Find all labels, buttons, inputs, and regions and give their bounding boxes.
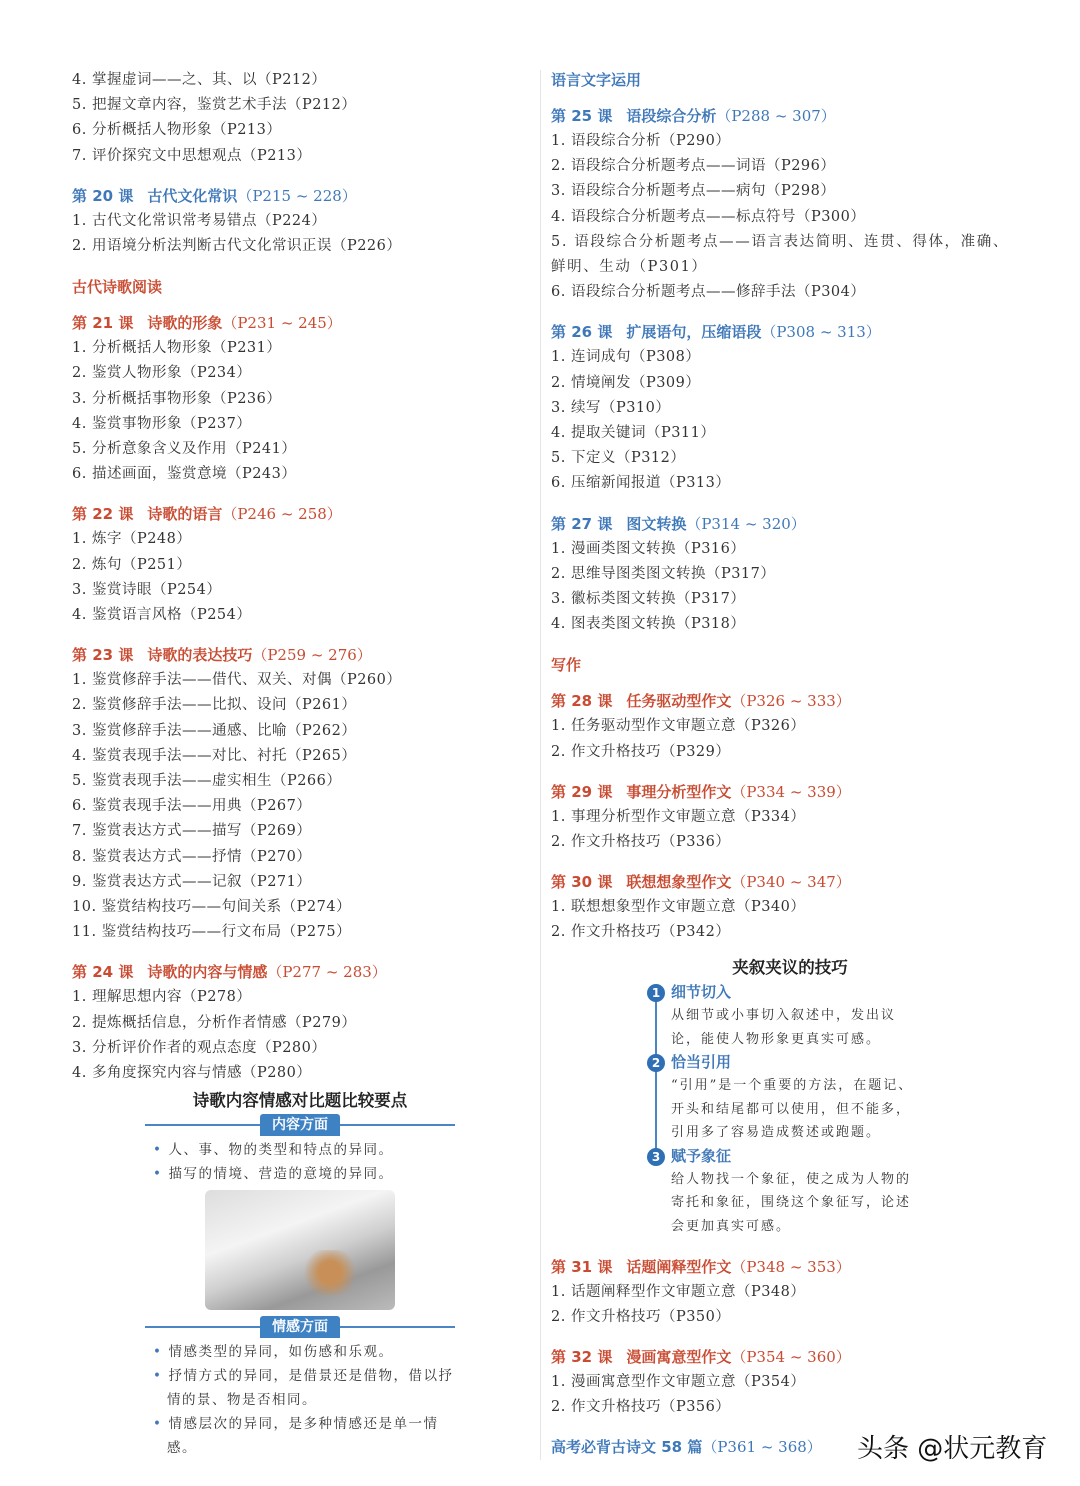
lesson-pages: （P326 ~ 333） xyxy=(731,692,851,711)
list-item: 3. 鉴赏修辞手法——通感、比喻（P262） xyxy=(72,722,357,739)
emotion-aspect-tag: 情感方面 xyxy=(260,1316,340,1338)
bullet: • 描写的情境、营造的意境的异同。 xyxy=(145,1162,455,1186)
list-item: 2. 鉴赏修辞手法——比拟、设问（P261） xyxy=(72,697,357,714)
lesson-heading-lesson31 xyxy=(551,1255,1021,1280)
list-item: 2. 鉴赏人物形象（P234） xyxy=(72,365,252,382)
lesson-pages: （P246 ~ 258） xyxy=(222,505,342,524)
list-item: 6. 描述画面，鉴赏意境（P243） xyxy=(72,466,297,483)
step-heading: 细节切入 xyxy=(671,983,732,1001)
box-title: 诗歌内容情感对比题比较要点 xyxy=(192,1091,408,1110)
list-item: 1. 炼字（P248） xyxy=(72,531,192,548)
lesson-number: 第 27 课 xyxy=(551,514,613,533)
list-item: 1. 事理分析型作文审题立意（P334） xyxy=(551,808,806,825)
list-item: 7. 评价探究文中思想观点（P213） xyxy=(72,147,312,164)
section-heading: 古代诗歌阅读 xyxy=(72,278,163,297)
list-item: 4. 鉴赏表现手法——对比、衬托（P265） xyxy=(72,747,357,764)
lesson-heading-lesson30 xyxy=(551,870,1021,895)
step-description: 给人物找一个象征，使之成为人物的寄托和象征，围绕这个象征写，论述会更加真实可感。 xyxy=(671,1171,912,1234)
step-heading: 赋予象征 xyxy=(671,1146,732,1165)
lesson-heading-lesson21 xyxy=(72,311,492,336)
list-item: 2. 提炼概括信息，分析作者情感（P279） xyxy=(72,1014,357,1031)
list-item: 10. 鉴赏结构技巧——句间关系（P274） xyxy=(72,899,352,916)
list-item: 8. 鉴赏表达方式——抒情（P270） xyxy=(72,848,312,865)
lesson-number: 第 24 课 xyxy=(72,963,134,982)
bullet: • 人、事、物的类型和特点的异同。 xyxy=(145,1138,455,1162)
lesson-number: 第 23 课 xyxy=(72,646,134,665)
lesson-pages: （P308 ~ 313） xyxy=(761,323,881,342)
list-item: 1. 漫画寓意型作文审题立意（P354） xyxy=(551,1374,806,1391)
list-item: 1. 漫画类图文转换（P316） xyxy=(551,540,746,557)
lesson-number: 第 26 课 xyxy=(551,323,613,342)
lesson-number: 第 30 课 xyxy=(551,873,613,892)
lesson-title: 漫画寓意型作文 xyxy=(626,1348,732,1367)
list-item: 3. 分析评价作者的观点态度（P280） xyxy=(72,1039,327,1056)
list-item: 3. 续写（P310） xyxy=(551,399,671,416)
right-column xyxy=(551,68,1021,1460)
lesson-pages: （P334 ~ 339） xyxy=(731,782,851,801)
list-item: 2. 语段综合分析题考点——词语（P296） xyxy=(551,158,836,175)
list-item: 3. 分析概括事物形象（P236） xyxy=(72,390,282,407)
list-item: 6. 鉴赏表现手法——用典（P267） xyxy=(72,798,312,815)
poetry-comparison-box xyxy=(145,1088,455,1460)
list-item: 1. 联想想象型作文审题立意（P340） xyxy=(551,899,806,916)
lesson-number: 第 28 课 xyxy=(551,692,613,711)
list-item: 1. 理解思想内容（P278） xyxy=(72,989,252,1006)
lesson-title: 图文转换 xyxy=(626,514,687,533)
list-item: 1. 任务驱动型作文审题立意（P326） xyxy=(551,718,806,735)
step-heading: 恰当引用 xyxy=(671,1053,732,1071)
bullet: • 抒情方式的异同，是借景还是借物，借以抒情的景、物是否相同。 xyxy=(145,1364,455,1412)
lesson-heading-lesson20 xyxy=(72,184,492,209)
lesson-title: 话题阐释型作文 xyxy=(626,1257,732,1276)
list-item: 2. 作文升格技巧（P356） xyxy=(551,1399,731,1416)
list-item: 4. 鉴赏事物形象（P237） xyxy=(72,415,252,432)
lesson-number: 第 20 课 xyxy=(72,186,134,205)
lesson-number: 第 29 课 xyxy=(551,782,613,801)
list-item: 1. 鉴赏修辞手法——借代、双关、对偶（P260） xyxy=(72,672,402,689)
lesson-title: 扩展语句，压缩语段 xyxy=(626,323,762,342)
list-item: 1. 语段综合分析（P290） xyxy=(551,133,731,149)
lesson-number: 第 21 课 xyxy=(72,314,134,333)
list-item: 1. 分析概括人物形象（P231） xyxy=(72,340,282,357)
step-description: “引用”是一个重要的方法，在题记、开头和结尾都可以使用，但不能多，引用多了容易造成赘述或跑题。 xyxy=(671,1078,914,1140)
list-item: 5. 下定义（P312） xyxy=(551,450,686,467)
narration-techniques-box xyxy=(645,955,925,1238)
lesson-title: 语段综合分析 xyxy=(626,107,717,125)
lesson-heading-lesson28 xyxy=(551,689,1021,714)
column-divider xyxy=(540,70,541,1460)
list-item: 2. 情境阐发（P309） xyxy=(551,374,701,391)
section-heading: 语言文字运用 xyxy=(551,71,642,89)
list-item: 3. 徽标类图文转换（P317） xyxy=(551,591,746,608)
emotion-aspect-bar xyxy=(145,1316,455,1338)
list-item: 11. 鉴赏结构技巧——行文布局（P275） xyxy=(72,924,352,941)
list-item: 5. 把握文章内容，鉴赏艺术手法（P212） xyxy=(72,97,357,114)
list-item: 4. 掌握虚词——之、其、以（P212） xyxy=(72,72,327,88)
list-item: 2. 作文升格技巧（P336） xyxy=(551,834,731,851)
list-item: 6. 语段综合分析题考点——修辞手法（P304） xyxy=(551,284,866,301)
list-item: 2. 作文升格技巧（P342） xyxy=(551,924,731,941)
list-item: 6. 分析概括人物形象（P213） xyxy=(72,122,282,139)
list-item: 2. 作文升格技巧（P329） xyxy=(551,743,731,760)
bullet: • 情感类型的异同，如伤感和乐观。 xyxy=(145,1340,455,1364)
lesson-pages: （P259 ~ 276） xyxy=(252,646,372,665)
list-item: 6. 压缩新闻报道（P313） xyxy=(551,475,731,492)
step-2 xyxy=(645,1051,925,1145)
step-1 xyxy=(645,981,925,1051)
list-item: 1. 古代文化常识常考易错点（P224） xyxy=(72,212,327,229)
lesson-pages: （P340 ~ 347） xyxy=(731,873,851,892)
lesson-pages: （P288 ~ 307） xyxy=(716,107,836,125)
list-item: 1. 连词成句（P308） xyxy=(551,349,701,366)
list-item: 9. 鉴赏表达方式——记叙（P271） xyxy=(72,873,312,890)
content-aspect-bar xyxy=(145,1114,455,1136)
lesson-title: 事理分析型作文 xyxy=(626,782,732,801)
left-column xyxy=(72,68,492,1086)
lesson-pages: （P348 ~ 353） xyxy=(731,1257,851,1276)
lesson-heading-lesson23 xyxy=(72,643,492,668)
lesson-number: 第 31 课 xyxy=(551,1257,613,1276)
lesson-heading-lesson27 xyxy=(551,512,1021,537)
list-item: 3. 语段综合分析题考点——病句（P298） xyxy=(551,183,836,200)
lesson-title: 诗歌的表达技巧 xyxy=(147,646,253,665)
lesson-heading-lesson25 xyxy=(551,104,1021,129)
lesson-pages: （P215 ~ 228） xyxy=(237,186,357,205)
section-heading: 写作 xyxy=(551,656,582,675)
lesson-number: 第 32 课 xyxy=(551,1348,613,1367)
lesson-title: 古代文化常识 xyxy=(147,186,238,205)
step-number-icon: 2 xyxy=(647,1054,665,1072)
lesson-title: 诗歌的形象 xyxy=(147,314,223,333)
list-item: 2. 用语境分析法判断古代文化常识正误（P226） xyxy=(72,238,402,255)
lesson-pages: （P314 ~ 320） xyxy=(686,514,806,533)
lesson-heading-lesson22 xyxy=(72,502,492,527)
list-item: 3. 鉴赏诗眼（P254） xyxy=(72,581,222,598)
list-item: 7. 鉴赏表达方式——描写（P269） xyxy=(72,823,312,840)
lesson-number: 第 25 课 xyxy=(551,107,613,125)
final-title: 高考必背古诗文 58 篇 xyxy=(551,1438,703,1457)
list-item: 5. 语段综合分析题考点——语言表达简明、连贯、得体，准确、鲜明、生动（P301） xyxy=(551,233,1009,276)
step-number-icon: 3 xyxy=(647,1148,665,1166)
bullet: • 情感层次的异同，是多种情感还是单一情感。 xyxy=(145,1412,455,1460)
lesson-title: 联想想象型作文 xyxy=(626,873,732,892)
list-item: 4. 鉴赏语言风格（P254） xyxy=(72,607,252,624)
step-number-icon: 1 xyxy=(647,984,665,1002)
list-item: 2. 思维导图类图文转换（P317） xyxy=(551,565,776,582)
lesson-title: 诗歌的内容与情感 xyxy=(147,963,268,982)
lesson-title: 任务驱动型作文 xyxy=(626,692,732,711)
lesson-heading-lesson26 xyxy=(551,320,1021,345)
list-item: 1. 话题阐释型作文审题立意（P348） xyxy=(551,1283,806,1300)
lesson-title: 诗歌的语言 xyxy=(147,505,223,524)
lesson-pages: （P231 ~ 245） xyxy=(222,314,342,333)
lesson-heading-lesson29 xyxy=(551,780,1021,805)
landscape-illustration xyxy=(205,1190,395,1310)
lesson-pages: （P354 ~ 360） xyxy=(731,1348,851,1367)
list-item: 5. 鉴赏表现手法——虚实相生（P266） xyxy=(72,773,342,790)
list-item: 4. 多角度探究内容与情感（P280） xyxy=(72,1065,312,1082)
list-item: 4. 语段综合分析题考点——标点符号（P300） xyxy=(551,208,866,225)
lesson-number: 第 22 课 xyxy=(72,505,134,524)
list-item: 2. 作文升格技巧（P350） xyxy=(551,1308,731,1325)
box-title: 夹叙夹议的技巧 xyxy=(732,958,848,977)
lesson-heading-lesson32 xyxy=(551,1345,1021,1370)
list-item: 4. 提取关键词（P311） xyxy=(551,425,716,442)
content-aspect-tag: 内容方面 xyxy=(260,1114,340,1136)
watermark: 头条 @状元教育 xyxy=(857,1434,1048,1464)
final-pages: （P361 ~ 368） xyxy=(702,1438,822,1457)
list-item: 2. 炼句（P251） xyxy=(72,556,192,573)
lesson-heading-lesson24 xyxy=(72,960,492,985)
list-item: 5. 分析意象含义及作用（P241） xyxy=(72,441,297,458)
step-3 xyxy=(645,1145,925,1239)
list-item: 4. 图表类图文转换（P318） xyxy=(551,616,746,633)
step-description: 从细节或小事切入叙述中，发出议论，能使人物形象更真实可感。 xyxy=(671,1008,897,1047)
lesson-pages: （P277 ~ 283） xyxy=(267,963,387,982)
